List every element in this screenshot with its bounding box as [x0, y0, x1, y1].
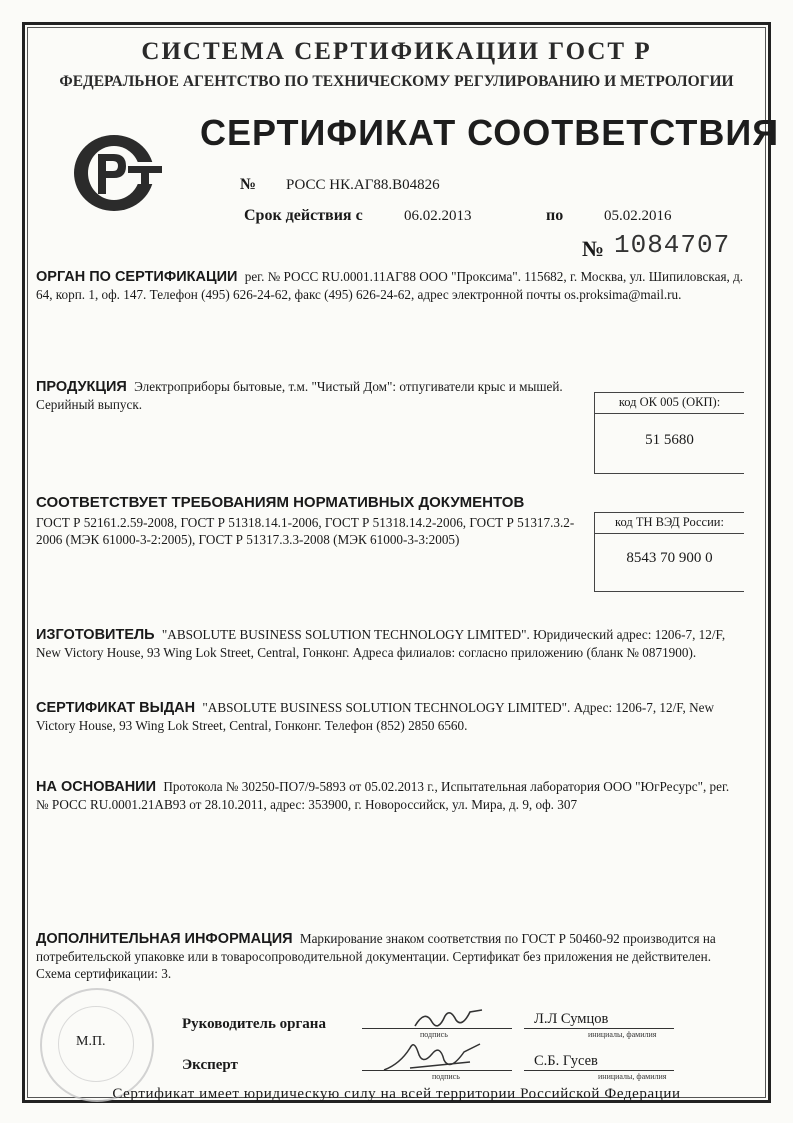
- issued-to-heading: СЕРТИФИКАТ ВЫДАН: [36, 700, 196, 716]
- okp-code-box: [594, 392, 744, 474]
- expert-signature-icon: [380, 1034, 490, 1076]
- compliance-heading-row: [36, 494, 744, 511]
- product-text: Электроприборы бытовые, т.м. "Чистый Дом": отпугиватели крыс и мышей. Серийный выпуск.: [36, 379, 563, 412]
- expert-name-line: [524, 1070, 674, 1071]
- basis-section: [36, 778, 744, 813]
- expert-name: С.Б. Гусев: [534, 1053, 598, 1069]
- manufacturer-section: [36, 626, 744, 661]
- manufacturer-heading: ИЗГОТОВИТЕЛЬ: [36, 627, 155, 643]
- organ-section: [36, 268, 744, 303]
- system-title: СИСТЕМА СЕРТИФИКАЦИИ ГОСТ Р: [141, 38, 652, 65]
- manufacturer-text: "ABSOLUTE BUSINESS SOLUTION TECHNOLOGY LIMITED". Юридический адрес: 1206-7, 12/F, New Victory House, 93 Wing Lok Street, Central, Гонконг. Адреса филиалов: согласно приложению (бланк № 0871900).: [36, 627, 726, 660]
- valid-from: 06.02.2013: [404, 208, 472, 224]
- certificate-number: РОСС НК.АГ88.В04826: [286, 177, 440, 193]
- agency-name: ФЕДЕРАЛЬНОЕ АГЕНТСТВО ПО ТЕХНИЧЕСКОМУ РЕГУЛИРОВАНИЮ И МЕТРОЛОГИИ: [59, 73, 734, 90]
- blank-number: 1084707: [614, 230, 731, 260]
- compliance-heading: СООТВЕТСТВУЕТ ТРЕБОВАНИЯМ НОРМАТИВНЫХ ДОКУМЕНТОВ: [36, 494, 525, 511]
- issued-to-text: "ABSOLUTE BUSINESS SOLUTION TECHNOLOGY LIMITED". Адрес: 1206-7, 12/F, New Victory House, 93 Wing Lok Street, Central, Гонконг. Телефон (852) 2850 6560.: [36, 700, 715, 733]
- head-sign-caption: подпись: [420, 1030, 448, 1039]
- expert-name-caption: инициалы, фамилия: [598, 1072, 667, 1081]
- head-label: Руководитель органа: [182, 1016, 326, 1032]
- expert-sign-caption: подпись: [432, 1072, 460, 1081]
- tnved-code-value: 8543 70 900 0: [626, 550, 713, 566]
- valid-to: 05.02.2016: [604, 208, 672, 224]
- basis-heading: НА ОСНОВАНИИ: [36, 779, 157, 795]
- okp-code-label: код ОК 005 (ОКП):: [595, 393, 744, 414]
- additional-heading: ДОПОЛНИТЕЛЬНАЯ ИНФОРМАЦИЯ: [36, 931, 293, 947]
- additional-text: Маркирование знаком соответствия по ГОСТ Р 50460-92 производится на потребительской упаковке или в товаросопроводительной документации. Сертификат без приложения не действителен. Схема сертификации: 3.: [36, 931, 716, 981]
- product-heading: ПРОДУКЦИЯ: [36, 379, 127, 395]
- stamp-label: М.П.: [76, 1034, 106, 1049]
- okp-code-value: 51 5680: [645, 432, 694, 448]
- expert-label: Эксперт: [182, 1057, 238, 1073]
- additional-section: [36, 930, 744, 982]
- compliance-text: ГОСТ Р 52161.2.59-2008, ГОСТ Р 51318.14.1-2006, ГОСТ Р 51318.14.2-2006, ГОСТ Р 51317.3.2-2006 (МЭК 61000-3-2:2005), ГОСТ Р 51317.3.3-2008 (МЭК 61000-3-3:2005): [36, 515, 575, 547]
- valid-to-label: по: [546, 207, 564, 224]
- organ-text: рег. № РОСС RU.0001.11АГ88 ООО "Проксима". 115682, г. Москва, ул. Шипиловская, д. 64, корп. 1, оф. 147. Телефон (495) 626-24-62, факс (495) 626-24-62, адрес электронной почты os.proksima@mail.ru.: [36, 269, 744, 302]
- basis-text: Протокола № 30250-ПО7/9-5893 от 05.02.2013 г., Испытательная лаборатория ООО "ЮгРесурс", рег. № РОСС RU.0001.21АВ93 от 28.10.2011, адрес: 353900, г. Новороссийск, ул. Мира, д. 9, оф. 307: [36, 779, 730, 812]
- tnved-code-label: код ТН ВЭД России:: [595, 513, 744, 534]
- organ-heading: ОРГАН ПО СЕРТИФИКАЦИИ: [36, 269, 238, 285]
- head-name-line: [524, 1028, 674, 1029]
- certificate-title: СЕРТИФИКАТ СООТВЕТСТВИЯ: [200, 112, 780, 153]
- number-label: №: [240, 176, 257, 193]
- product-section: [36, 378, 576, 413]
- head-name-caption: инициалы, фамилия: [588, 1030, 657, 1039]
- blank-number-label: №: [582, 236, 605, 261]
- tnved-code-box: [594, 512, 744, 592]
- rst-logo-icon: [70, 130, 170, 216]
- footer-text: Сертификат имеет юридическую силу на всей территории Российской Федерации: [112, 1086, 681, 1102]
- head-name: Л.Л Сумцов: [534, 1011, 609, 1027]
- validity-label: Срок действия с: [244, 207, 363, 224]
- issued-to-section: [36, 699, 744, 734]
